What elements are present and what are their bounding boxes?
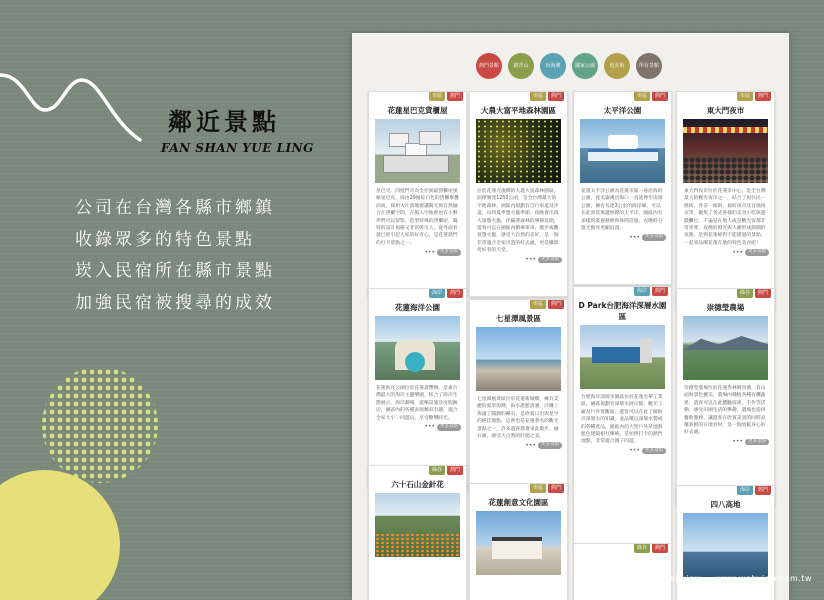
category-button[interactable]: 踏青山 [508, 53, 534, 79]
card-description: 崇德瑩農場位於花蓮秀林鄉崇德，背山面海景色優美，農場內種植各種有機蔬果，遊客可以在此體驗採果、手作等活動，感受田園生活的樂趣，農場也提供餐飲服務，讓遊客在欣賞美景的同時品嚐新鮮的在地食材，是一個放鬆身心的好去處。 [684, 386, 766, 436]
attractions-panel [352, 33, 789, 600]
attraction-card[interactable] [676, 288, 775, 506]
card-footer [574, 448, 671, 459]
more-button[interactable]: 更多景點 [745, 439, 769, 446]
card-tag[interactable]: 市區 [530, 484, 546, 493]
card-photo [580, 119, 665, 183]
card-tag[interactable]: 熱門 [447, 92, 463, 101]
card-photo [375, 493, 460, 557]
card-description: 東大門夜市位於花蓮市中心，是全台灣最大的觀光夜市之一，結合了原住民一條街、各省一條街、福町夜市及自強夜市等，聚集了各式各樣的美食小吃與遊戲攤位，不論是在地人或是觀光客都非常喜愛，夜晚的燈光與人潮形成熱鬧的氛圍，是到花蓮絕對不能錯過的景點，一起來品嚐花蓮在地的特色美食吧！ [684, 189, 766, 246]
footer-site-name: webview [663, 574, 702, 583]
slogan-line: 收錄眾多的特色景點 [75, 229, 255, 250]
more-button[interactable]: 更多景點 [745, 249, 769, 256]
card-footer [470, 442, 567, 453]
attraction-card[interactable] [368, 465, 467, 600]
card-photo [683, 316, 768, 380]
attraction-card[interactable] [573, 91, 672, 285]
card-tag[interactable]: 市區 [530, 300, 546, 309]
card-tag[interactable]: 市區 [530, 92, 546, 101]
footer [663, 574, 812, 583]
category-button[interactable]: 國家公園 [572, 53, 598, 79]
card-tags [634, 544, 668, 553]
card-tag[interactable]: 綠谷 [737, 289, 753, 298]
card-footer [677, 249, 774, 260]
card-tags [634, 287, 668, 296]
more-button[interactable]: 更多景點 [642, 234, 666, 241]
card-tag[interactable]: 海岸 [429, 289, 445, 298]
brand-title: 鄰近景點 [168, 107, 280, 136]
card-tag[interactable]: 熱門 [652, 544, 668, 553]
slogan-line: 加強民宿被搜尋的成效 [75, 292, 275, 313]
card-tag[interactable]: 熱門 [755, 486, 771, 495]
category-button[interactable]: 玩海濱 [540, 53, 566, 79]
ellipsis-icon: ••• [525, 255, 536, 263]
card-tags [634, 92, 668, 101]
card-title: 七星潭風景區 [496, 314, 541, 323]
card-tag[interactable]: 熱門 [755, 92, 771, 101]
slogan-list [75, 193, 275, 319]
card-title: 六十石山金針花 [391, 480, 444, 489]
category-button[interactable]: 逛美術 [604, 53, 630, 79]
wave-line-decoration [0, 70, 150, 160]
card-photo [683, 513, 768, 577]
card-title: 四八高地 [710, 500, 741, 509]
more-button[interactable]: 更多景點 [437, 424, 461, 431]
card-photo [375, 316, 460, 380]
category-button[interactable]: 所有景點 [636, 53, 662, 79]
card-tags [530, 484, 564, 493]
card-tag[interactable]: 熱門 [548, 92, 564, 101]
card-tag[interactable]: 熱門 [447, 289, 463, 298]
more-button[interactable]: 更多景點 [538, 257, 562, 264]
card-footer [369, 424, 466, 435]
card-tag[interactable]: 市區 [429, 92, 445, 101]
ellipsis-icon: ••• [732, 438, 743, 446]
brand-subtitle: FAN SHAN YUE LING [161, 141, 314, 155]
more-button[interactable]: 更多景點 [538, 442, 562, 449]
card-tag[interactable]: 熱門 [548, 300, 564, 309]
card-photo [683, 119, 768, 183]
card-title: 崇德瑩農場 [706, 303, 745, 312]
card-description: 台肥海洋深層水園區位於花蓮光華工業區，園區規劃有深層水展示館、觀光工廠及戶外景觀區，遊客可以在此了解海洋深層水的知識，並品嚐以深層水製成的各種產品，園區內的大型戶外草地與藍色建築相互輝映，是拍照打卡的熱門地點，非常適合親子同遊。 [581, 395, 663, 445]
ellipsis-icon: ••• [629, 233, 640, 241]
card-photo [580, 325, 665, 389]
attraction-card[interactable] [368, 91, 467, 297]
attraction-card[interactable] [469, 91, 568, 297]
attraction-card[interactable] [573, 286, 672, 544]
card-tags [737, 92, 771, 101]
attraction-card[interactable] [469, 299, 568, 493]
card-tags [429, 466, 463, 475]
card-photo [375, 119, 460, 183]
category-button[interactable]: 熱門景點 [476, 53, 502, 79]
card-footer [470, 257, 567, 268]
ellipsis-icon: ••• [732, 248, 743, 256]
card-tag[interactable]: 熱門 [652, 92, 668, 101]
more-button[interactable]: 更多景點 [642, 448, 666, 455]
card-description: 花蓮太平洋公園為花蓮市區一座沿海的公園，從美崙溪出海口一直延伸至南濱公園，擁有長達3公里的海岸線，可以在此欣賞無邊無際的太平洋，園區內有多樣的裝置藝術和休閒設施，夜晚時分燈光點亮更顯浪漫。 [581, 189, 663, 232]
card-footer [574, 234, 671, 245]
card-tag[interactable]: 市區 [634, 92, 650, 101]
card-tags [737, 289, 771, 298]
card-footer [677, 439, 774, 450]
card-title: 花蓮創意文化園區 [488, 498, 549, 507]
card-description: 花蓮海洋公園位於花蓮壽豐鄉，是東台灣最大的海洋主題樂園，結合了海洋生態展示、海洋劇場、遊樂設施及度假飯店，園區內的各種表演精彩有趣，適合全家大小一同遊玩，享受歡樂時光。 [376, 386, 458, 421]
attraction-card[interactable] [368, 288, 467, 488]
card-title: D Park台肥海洋深層水園區 [578, 301, 667, 321]
category-filter-bar [476, 53, 662, 79]
card-title: 花蓮星巴克貨櫃屋 [387, 106, 448, 115]
card-title: 太平洋公園 [603, 106, 642, 115]
card-footer [369, 249, 466, 260]
card-tags [429, 289, 463, 298]
ellipsis-icon: ••• [424, 248, 435, 256]
card-tag[interactable]: 海岸 [634, 287, 650, 296]
card-photo [476, 511, 561, 575]
card-tag[interactable]: 綠谷 [429, 466, 445, 475]
attraction-card[interactable] [469, 483, 568, 600]
more-button[interactable]: 更多景點 [437, 249, 461, 256]
card-title: 大農大富平地森林園區 [481, 106, 556, 115]
card-description: 七星潭風景區位於花蓮新城鄉，擁有美麗的弧形海灣，海水湛藍清澈，沙灘上佈滿了圓潤的礫石，是欣賞日出與星空的絕佳地點，這裡也是花蓮著名的觀光景點之一，許多遊客都會來此散步、撿石頭，感受大自然的壯闊之美。 [477, 397, 559, 440]
card-description: 位於花蓮光復鄉的大農大富森林園區，面積廣達1250公頃，是全台灣最大的平地森林，園區內規劃有自行車道及步道，每到夏季螢火蟲季節，夜晚會出現大量螢火蟲，伴隨著森林的寧靜氛圍，遊客可以在園區內騎乘單車、散步或觀賞螢火蟲，感受大自然的美好，是一個非常適合全家出遊的好去處，更是攝影愛好者的天堂。 [477, 189, 559, 254]
slogan-line: 崁入民宿所在縣市景點 [75, 261, 275, 281]
ellipsis-icon: ••• [424, 423, 435, 431]
card-title: 花蓮海洋公園 [395, 303, 440, 312]
card-photo [476, 327, 561, 391]
card-title: 東大門夜市 [706, 106, 745, 115]
card-photo [476, 119, 561, 183]
card-tag[interactable]: 熱門 [652, 287, 668, 296]
attraction-card[interactable] [573, 543, 672, 600]
ellipsis-icon: ••• [629, 447, 640, 455]
card-tag[interactable]: 熱門 [447, 466, 463, 475]
card-tag[interactable]: 綠谷 [634, 544, 650, 553]
card-tag[interactable]: 海岸 [737, 486, 753, 495]
ellipsis-icon: ••• [525, 441, 536, 449]
card-tags [530, 92, 564, 101]
card-tags [737, 486, 771, 495]
card-tag[interactable]: 熱門 [755, 289, 771, 298]
card-tag[interactable]: 熱門 [548, 484, 564, 493]
footer-url[interactable]: www.webview.com.tw [715, 574, 812, 583]
card-description: 星巴克．四壁門市為全亞洲最貨櫃屋風格星巴克，採由29個棕白色的貨櫃堆疊而成，採用大片落地窗讓陽光與自然融合在貨櫃空間，在館入空地裡也有小夥伴們可以留影，造型特殊的貨櫃屋，獨特的設計風格又非常吸引人，從外面看就已經引起大家的好奇心，是花蓮熱門的打卡景點之一。 [376, 189, 459, 246]
slogan-line: 公司在台灣各縣市鄉鎮 [75, 198, 275, 218]
card-tags [429, 92, 463, 101]
card-tags [530, 300, 564, 309]
attraction-card[interactable] [676, 91, 775, 309]
card-tag[interactable]: 市區 [737, 92, 753, 101]
